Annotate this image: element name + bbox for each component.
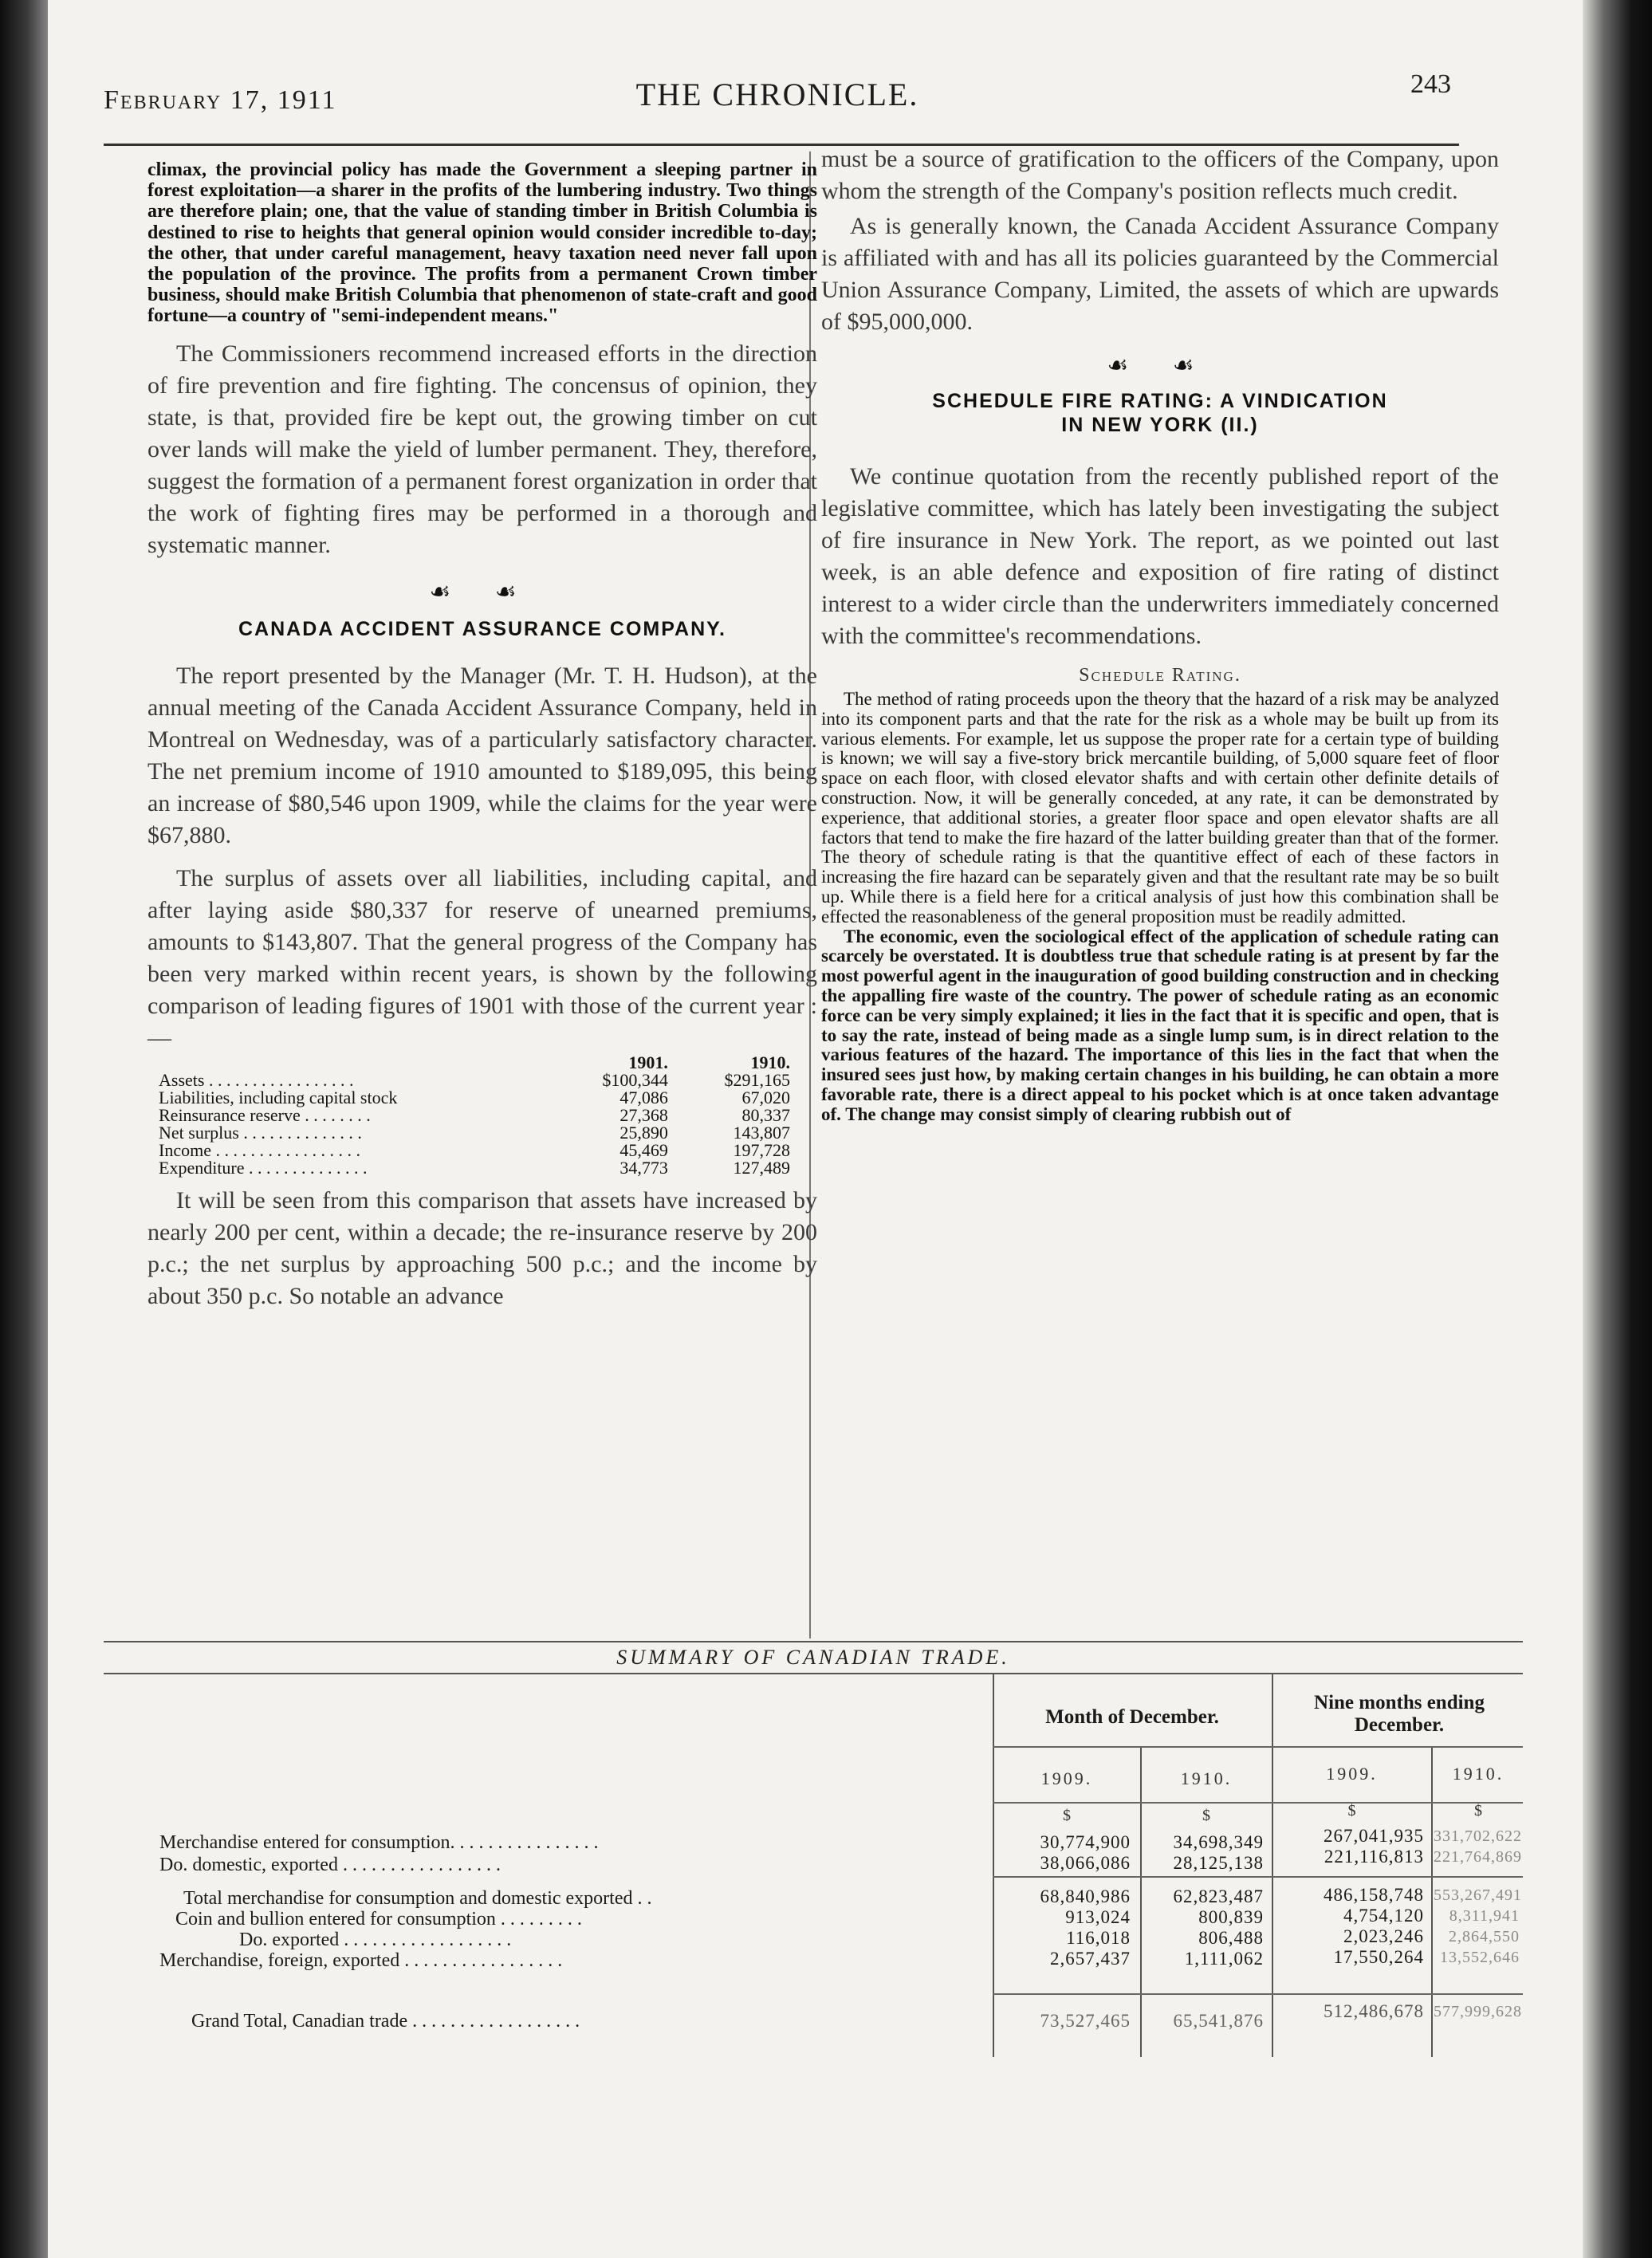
column-rule <box>1431 1746 1433 2057</box>
row-label: Income . . . . . . . . . . . . . . . . . <box>159 1139 360 1160</box>
dollar-sign: $ <box>1347 1802 1356 1819</box>
value-dec-1909: 68,840,986 <box>1040 1886 1131 1906</box>
economic-effect-paragraph: The economic, even the sociological effect of the application of schedule rating can scarcely be overstated. It is doubtless true that schedule rating is at present by far the most powerful agent in the inauguration of good building construction and in checking the appalling fire waste of the country. The power of schedule rating as an economic force can be very simply explained; it lies in the fact that it is specific and open, that is to say the rate, instead of being made as a single lump sum, is in direct relation to the various features of the hazard. The importance of this lies in the fact that when the insured sees just how, by making certain changes in his building, he can obtain a more favorable rate, there is a direct appeal to his pocket which is at once taken advantage of. The change may consist simply of clearing rubbish out of <box>821 926 1499 1124</box>
dollar-sign: $ <box>1063 1807 1071 1824</box>
row-label: Liabilities, including capital stock <box>159 1087 398 1107</box>
section-ornament: ☙ ☙ <box>1107 352 1213 379</box>
year-header: 1910. <box>1452 1764 1504 1784</box>
value-9mo-1909: 17,550,264 <box>1333 1947 1424 1967</box>
row-label: Expenditure . . . . . . . . . . . . . . <box>159 1157 368 1178</box>
table-row <box>155 1142 793 1159</box>
value-dec-1909: 73,527,465 <box>1040 2011 1131 2031</box>
table-grid <box>104 1674 1522 2055</box>
page-edge-shadow <box>1583 0 1652 2258</box>
year-header: 1909. <box>1040 1768 1093 1788</box>
trade-summary-table <box>104 1641 1523 2055</box>
value-1901: 47,086 <box>620 1087 668 1107</box>
row-label: Net surplus . . . . . . . . . . . . . . <box>159 1122 362 1143</box>
dollar-sign: $ <box>1474 1802 1482 1819</box>
row-label: Grand Total, Canadian trade . . . . . . . . . . . . . . . . . . <box>191 2011 580 2032</box>
value-1910: 127,489 <box>733 1157 790 1178</box>
report-paragraph: The report presented by the Manager (Mr. T. H. Hudson), at the annual meeting of the Canada Accident Assurance Company, held in Montreal on Wednesday, was of a particularly satisfactory character. The net premium income of 1910 amounted to $189,095, this being an increase of $80,546 upon 1909, while the claims for the year were $67,880. <box>148 662 817 848</box>
group-header-nine-months: Nine months ending December. <box>1314 1692 1485 1736</box>
table-top-rule <box>104 1641 1523 1642</box>
schedule-rating-paragraph: The method of rating proceeds upon the theory that the hazard of a risk may be analyzed into its component parts and that the rate for the risk as a whole may be built up from its various elements. For example, let us suppose the proper rate for a certain type of building is known; we will say a five-story brick mercantile building, of 5,000 square feet of floor space on each floor, with closed elevator shafts and with certain other definite details of construction. Now, it will be generally conceded, at any rate, it can be demonstrated by experience, that additional stories, a greater floor space and open elevator shafts are all factors that tend to make the fire hazard of the latter building greater than that of the former. The theory of schedule rating is that the quantitive effect of each of these factors in increasing the fire hazard can be separately given and that the resultant rate may be so built up. While there is a field here for a critical analysis of just how this combination shall be effected the reasonableness of the general proposition must be readily admitted. <box>821 689 1499 926</box>
year-header: 1909. <box>1326 1764 1378 1784</box>
value-dec-1910: 62,823,487 <box>1173 1886 1264 1906</box>
subtotal-rule <box>993 1876 1523 1878</box>
column-rule <box>1140 1746 1142 2057</box>
value-9mo-1910: 13,552,646 <box>1440 1949 1520 1966</box>
value-1910: $291,165 <box>724 1069 790 1090</box>
value-1901: 25,890 <box>620 1122 668 1143</box>
dollar-sign: $ <box>1202 1807 1210 1824</box>
article-heading-line2: IN NEW YORK (II.) <box>1061 414 1259 436</box>
group-header-rule <box>993 1746 1523 1748</box>
year-header: 1910. <box>1180 1768 1233 1788</box>
value-1901: 27,368 <box>620 1104 668 1125</box>
table-header-row <box>155 1054 793 1072</box>
column-rule <box>1272 1674 1273 2057</box>
running-header <box>104 69 1451 132</box>
value-1901: $100,344 <box>602 1069 668 1090</box>
quotation-paragraph: We continue quotation from the recently published report of the legislative committee, which has lately been investigating the subject of fire insurance in New York. The report, as we pointed out last week, is an able defence and exposition of fire rating of distinct interest to a wider circle than the underwriters immediately concerned with the committee's recommendations. <box>821 463 1499 649</box>
value-dec-1910: 800,839 <box>1198 1907 1264 1927</box>
row-label: Do. exported . . . . . . . . . . . . . . . . . . <box>239 1930 512 1950</box>
value-dec-1909: 116,018 <box>1066 1928 1131 1948</box>
row-label: Do. domestic, exported . . . . . . . . . . . . . . . . . <box>159 1855 501 1875</box>
left-column <box>148 159 817 1312</box>
value-9mo-1910: 331,702,622 <box>1434 1827 1522 1845</box>
issue-date: February 17, 1911 <box>104 85 337 115</box>
commissioners-paragraph: The Commissioners recommend increased efforts in the direction of fire prevention and fire fighting. The concensus of opinion, they state, is that, provided fire be kept out, the growing timber on cut over lands will make the yield of lumber permanent. They, therefore, suggest the formation of a permanent forest organization in order that the work of fighting fires may be performed in a thorough and systematic manner. <box>148 340 817 558</box>
right-column <box>821 144 1499 1125</box>
value-9mo-1909: 221,116,813 <box>1324 1847 1424 1867</box>
value-9mo-1910: 8,311,941 <box>1449 1907 1520 1925</box>
article-heading-line1: SCHEDULE FIRE RATING: A VINDICATION <box>932 390 1388 412</box>
value-dec-1910: 1,111,062 <box>1184 1949 1264 1969</box>
article-continuation-paragraph: climax, the provincial policy has made the Government a sleeping partner in forest exploitation—a sharer in the profits of the lumbering industry. Two things are therefore plain; one, that the value of standing timber in British Columbia is destined to rise to heights that general opinion would consider incredible to-day; the other, that under careful management, heavy taxation need never fall upon the population of the province. The profits from a permanent Crown timber business, should make British Columbia that phenomenon of state-craft and good fortune—a country of "semi-independent means." <box>148 159 817 327</box>
value-9mo-1910: 221,764,869 <box>1434 1848 1522 1866</box>
value-dec-1909: 913,024 <box>1065 1907 1131 1927</box>
table-row <box>155 1124 793 1142</box>
value-9mo-1909: 4,754,120 <box>1343 1906 1424 1926</box>
value-1910: 197,728 <box>733 1139 790 1160</box>
value-1910: 80,337 <box>741 1104 790 1125</box>
comparison-table <box>155 1054 793 1177</box>
value-dec-1910: 806,488 <box>1198 1928 1264 1948</box>
table-row <box>155 1107 793 1124</box>
publication-title: THE CHRONICLE. <box>635 77 919 112</box>
value-9mo-1909: 2,023,246 <box>1343 1926 1424 1946</box>
group-header-month: Month of December. <box>1045 1706 1219 1728</box>
column-rule <box>993 1674 994 2057</box>
table-row <box>155 1089 793 1107</box>
value-dec-1909: 30,774,900 <box>1040 1832 1131 1852</box>
affiliation-paragraph: As is generally known, the Canada Accident Assurance Company is affiliated with and has all its policies guaranteed by the Commercial Union Assurance Company, Limited, the assets of which are upwards of $95,000,000. <box>821 213 1499 335</box>
value-dec-1910: 34,698,349 <box>1173 1832 1264 1852</box>
value-dec-1910: 65,541,876 <box>1173 2011 1264 2031</box>
column-header: 1901. <box>628 1052 668 1072</box>
value-dec-1910: 28,125,138 <box>1173 1853 1264 1873</box>
value-9mo-1909: 267,041,935 <box>1324 1826 1424 1846</box>
value-dec-1909: 2,657,437 <box>1050 1949 1131 1969</box>
page-number: 243 <box>1410 69 1451 99</box>
value-9mo-1909: 486,158,748 <box>1324 1885 1424 1905</box>
value-9mo-1910: 2,864,550 <box>1449 1928 1520 1945</box>
binding-shadow <box>0 0 49 2258</box>
section-ornament: ☙ ☙ <box>429 578 536 605</box>
total-rule <box>993 1993 1523 1995</box>
row-label: Reinsurance reserve . . . . . . . . <box>159 1104 371 1125</box>
value-1910: 67,020 <box>741 1087 790 1107</box>
row-label: Coin and bullion entered for consumption . . . . . . . . . <box>175 1909 582 1930</box>
page <box>48 0 1587 2258</box>
comparison-paragraph: It will be seen from this comparison that assets have increased by nearly 200 per cent, within a decade; the re-insurance reserve by 200 p.c.; the net surplus by approaching 500 p.c.; and the income by about 350 p.c. So notable an advance <box>148 1186 817 1309</box>
column-header: 1910. <box>750 1052 790 1072</box>
value-9mo-1910: 553,267,491 <box>1434 1886 1522 1904</box>
row-label: Merchandise entered for consumption. . . . . . . . . . . . . . . . <box>159 1832 599 1853</box>
row-label: Assets . . . . . . . . . . . . . . . . . <box>159 1069 354 1090</box>
value-1910: 143,807 <box>733 1122 790 1143</box>
row-label: Merchandise, foreign, exported . . . . . . . . . . . . . . . . . <box>159 1950 563 1971</box>
value-1901: 45,469 <box>620 1139 668 1160</box>
table-title: SUMMARY OF CANADIAN TRADE. <box>616 1646 1010 1669</box>
value-1901: 34,773 <box>620 1157 668 1178</box>
section-subheading: Schedule Rating. <box>1079 665 1241 686</box>
surplus-paragraph: The surplus of assets over all liabilities, including capital, and after laying aside $80,337 for reserve of unearned premiums, amounts to $143,807. That the general progress of the Company has been very marked within recent years, is shown by the following comparison of leading figures of 1901 with those of the current year :— <box>148 864 817 1051</box>
value-9mo-1909: 512,486,678 <box>1324 2001 1424 2021</box>
value-dec-1909: 38,066,086 <box>1040 1853 1131 1873</box>
article-heading: CANADA ACCIDENT ASSURANCE COMPANY. <box>238 617 726 640</box>
gratification-paragraph: must be a source of gratification to the officers of the Company, upon whom the strength of the Company's position reflects much credit. <box>821 146 1499 204</box>
table-row <box>155 1159 793 1177</box>
value-9mo-1910: 577,999,628 <box>1434 2003 1522 2020</box>
row-label: Total merchandise for consumption and domestic exported . . <box>183 1888 652 1909</box>
table-row <box>155 1072 793 1089</box>
